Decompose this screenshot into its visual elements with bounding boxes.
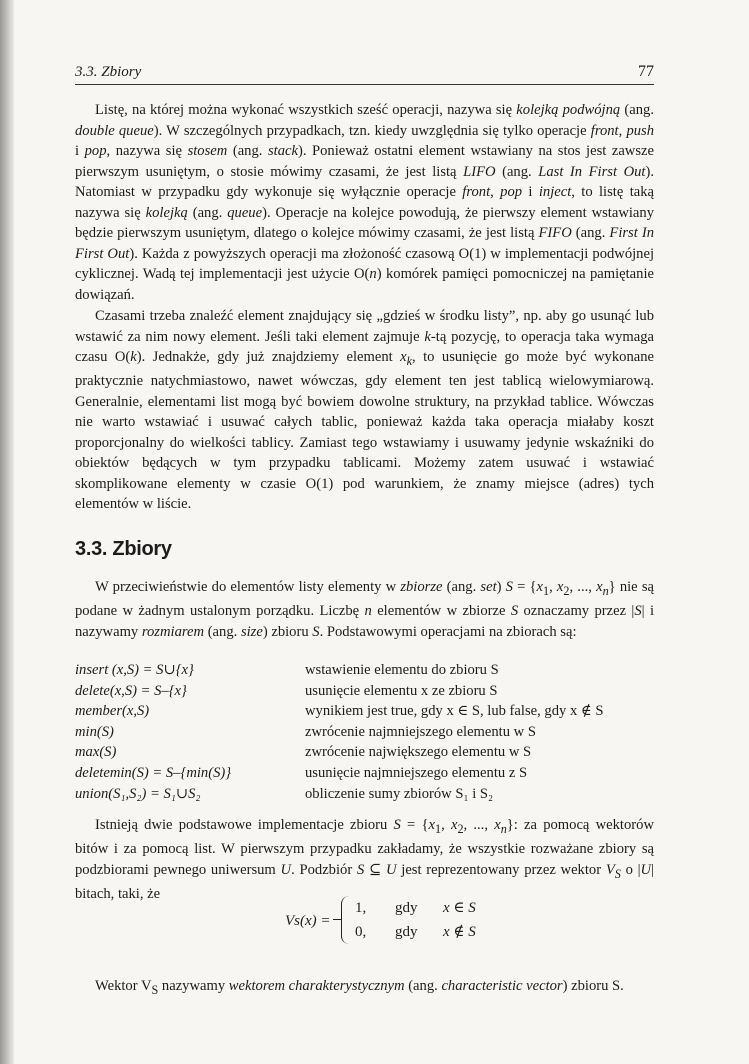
operation-row: [75, 742, 654, 763]
set-operations-list: [75, 660, 654, 804]
operation-signature: delete(x,S) = S–{x}: [75, 682, 187, 699]
operation-row: [75, 660, 654, 681]
cases-brace: [341, 896, 350, 944]
page-number: 77: [638, 63, 654, 80]
closing-sentence: Wektor $V_S$ nazywamy wektorem charakterystycznym (ang. characteristic vector) zbioru S.: [95, 978, 624, 997]
implementations-text: [75, 815, 654, 905]
operation-description: wynikiem jest true, gdy x ∈ S, lub false, gdy x ∉ S: [305, 703, 604, 720]
operation-signature: deletemin(S) = S–{min(S)}: [75, 764, 232, 781]
paragraph-sets-intro: W przeciwieństwie do elementów listy elementy w zbiorze (ang. set) $S = \{x_1$, $x_2$, ..., $x_n$} nie są podane w żadnym ustalonym porządku. Liczbę n elementów w zbiorze S oznaczamy przez |S| i nazywamy rozmiarem (ang. size) zbioru S. Podstawowymi operacjami na zbiorach są:: [75, 579, 654, 640]
book-spine-shadow: [0, 0, 14, 1064]
operation-description: obliczenie sumy zbiorów S₁ i S₂: [305, 785, 494, 802]
section-heading: 3.3. Zbiory: [75, 538, 172, 560]
operation-signature: union(S₁,S₂) = S₁∪S₂: [75, 785, 201, 802]
running-header: [75, 62, 654, 85]
operation-row: [75, 701, 654, 722]
operation-row: [75, 681, 654, 702]
operation-description: usunięcie najmniejszego elementu z S: [305, 764, 528, 781]
body-text: [75, 100, 654, 515]
paragraph-implementations: Istnieją dwie podstawowe implementacje zbioru $S = \{x_1$, $x_2$, ..., $x_n$}: za pomocą wektorów bitów i za pomocą list. W pierwszym przypadku zakładamy, że wszystkie rozważane zbiory są podzbiorami pewnego uniwersum U. Podzbiór S ⊆ U jest reprezentowany przez wektor $V_S$ o |U| bitach, taki, że: [75, 817, 655, 903]
formula-lhs: Vs(x) =: [285, 913, 331, 929]
paragraph-middle-of-list: Czasami trzeba znaleźć element znajdujący się „gdzieś w środku listy”, np. aby go usunąć lub wstawić za nim nowy element. Jeśli taki element zajmuje k-tą pozycję, to operacja taka wymaga czasu O(k). Jednakże, gdy już znajdziemy element $x_k$, to usunięcie go może być wykonane praktycznie natychmiastowo, nawet wówczas, gdy element ten jest tablicą wielowymiarową. Generalnie, elementami list mogą być bowiem dowolne struktury, na przykład tablice. Wówczas nie warto wstawiać i usuwać całych tablic, ponieważ każda taka operacja miałaby koszt proporcjonalny do wielkości tablicy. Zamiast tego wstawiamy i usuwamy jedynie wskaźniki do obiektów będących w tym przypadku tablicami. Możemy zatem usuwać i wstawiać skomplikowane elementy w czasie O(1) pod warunkiem, że znamy miejsce (adres) tych elementów w liście.: [75, 308, 654, 513]
paragraph-queues: Listę, na której można wykonać wszystkich sześć operacji, nazywa się kolejką podwójną (ang. double queue). W szczególnych przypadkach, tzn. kiedy uwzględnia się tylko operacje front, push i pop, nazywa się stosem (ang. stack). Ponieważ ostatni element wstawiany na stos jest zawsze pierwszym usuniętym, o stosie mówimy czasami, że jest listą LIFO (ang. Last In First Out). Natomiast w przypadku gdy wykonuje się wyłącznie operacje front, pop i inject, to listę taką nazywa się kolejką (ang. queue). Operacje na kolejce powodują, że pierwszy element wstawiany będzie pierwszym usuniętym, dlatego o kolejce mówimy czasami, że jest listą FIFO (ang. First In First Out). Każda z powyższych operacji ma złożoność czasową O(1) w implementacji podwójnej cyklicznej. Wadą tej implementacji jest użycie O(n) komórek pamięci pomocniczej na pamiętanie dowiązań.: [75, 102, 655, 303]
operation-description: zwrócenie największego elementu w S: [305, 744, 532, 761]
operation-signature: member(x,S): [75, 703, 150, 720]
operation-description: usunięcie elementu x ze zbioru S: [305, 682, 498, 699]
operation-signature: insert (x,S) = S∪{x}: [75, 662, 194, 678]
header-section-title: 3.3. Zbiory: [75, 64, 142, 80]
operation-signature: min(S): [75, 723, 114, 740]
operation-row: [75, 722, 654, 743]
operation-signature: max(S): [75, 744, 117, 761]
operation-row: [75, 784, 654, 805]
formula-case-one: 1, gdy x ∈ S: [355, 900, 476, 916]
sets-intro: [75, 577, 654, 642]
operation-description: zwrócenie najmniejszego elementu w S: [305, 723, 536, 740]
formula-case-zero: 0, gdy x ∉ S: [355, 924, 476, 940]
characteristic-vector-formula: [285, 896, 485, 950]
operation-row: [75, 763, 654, 784]
operation-description: wstawienie elementu do zbioru S: [305, 662, 499, 678]
